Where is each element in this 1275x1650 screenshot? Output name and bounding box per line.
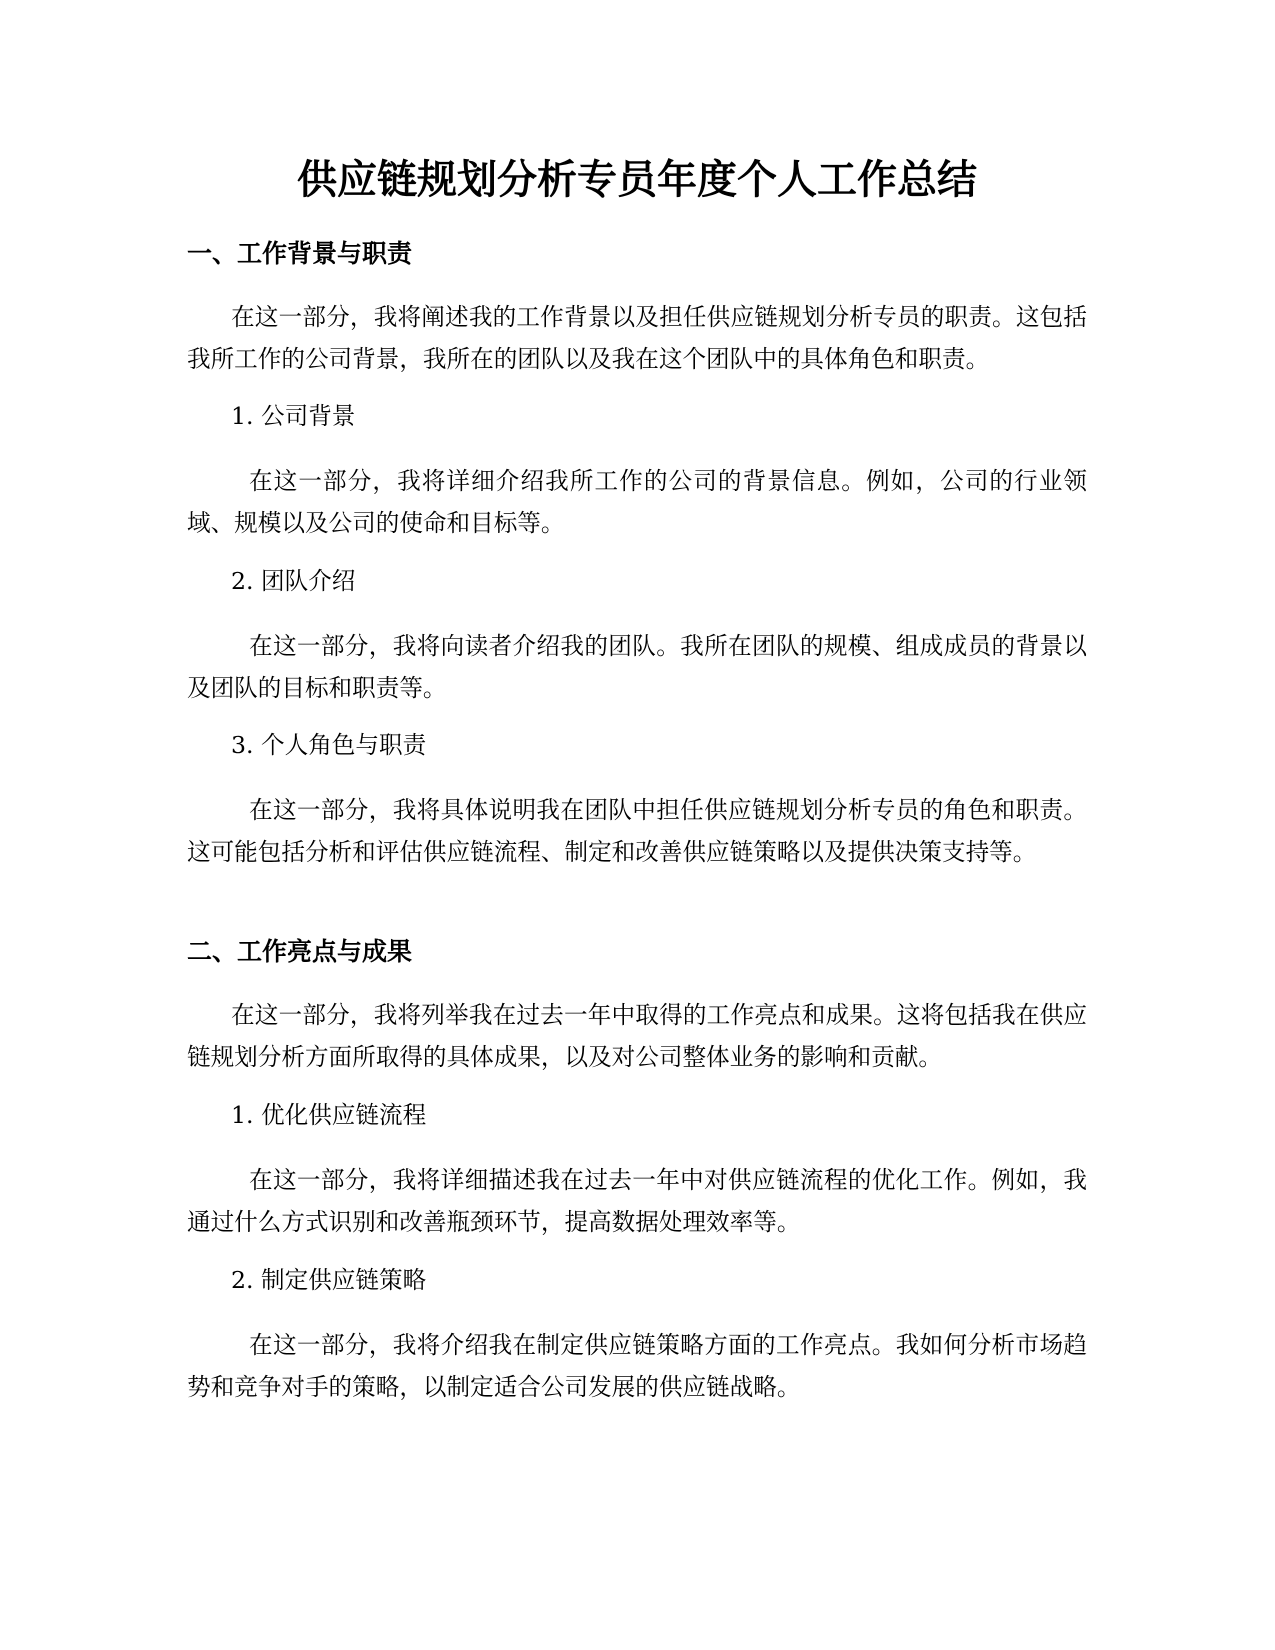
list-item-label: 1. 公司背景 — [231, 402, 356, 430]
list-item-text: 在这一部分，我将具体说明我在团队中担任供应链规划分析专员的角色和职责。这可能包括分析和评估供应链流程、制定和改善供应链策略以及提供决策支持等。 — [187, 796, 1087, 866]
list-item-text: 在这一部分，我将详细描述我在过去一年中对供应链流程的优化工作。例如，我通过什么方式识别和改善瓶颈环节，提高数据处理效率等。 — [187, 1166, 1087, 1236]
section-heading-achievements: 二、工作亮点与成果 — [187, 937, 413, 966]
list-item-label: 2. 团队介绍 — [231, 567, 356, 595]
list-item-label: 2. 制定供应链策略 — [231, 1266, 427, 1294]
list-item-label: 3. 个人角色与职责 — [231, 731, 427, 759]
list-item-label: 1. 优化供应链流程 — [231, 1101, 427, 1129]
document-title: 供应链规划分析专员年度个人工作总结 — [297, 157, 977, 203]
list-item-text: 在这一部分，我将向读者介绍我的团队。我所在团队的规模、组成成员的背景以及团队的目标和职责等。 — [187, 632, 1087, 702]
section-intro-achievements: 在这一部分，我将列举我在过去一年中取得的工作亮点和成果。这将包括我在供应链规划分析方面所取得的具体成果，以及对公司整体业务的影响和贡献。 — [187, 1001, 1087, 1071]
section-intro-background: 在这一部分，我将阐述我的工作背景以及担任供应链规划分析专员的职责。这包括我所工作的公司背景，我所在的团队以及我在这个团队中的具体角色和职责。 — [187, 303, 1087, 373]
list-item-text: 在这一部分，我将详细介绍我所工作的公司的背景信息。例如，公司的行业领域、规模以及公司的使命和目标等。 — [187, 467, 1087, 537]
section-heading-background: 一、工作背景与职责 — [187, 239, 413, 268]
list-item-text: 在这一部分，我将介绍我在制定供应链策略方面的工作亮点。我如何分析市场趋势和竞争对手的策略，以制定适合公司发展的供应链战略。 — [187, 1331, 1087, 1401]
